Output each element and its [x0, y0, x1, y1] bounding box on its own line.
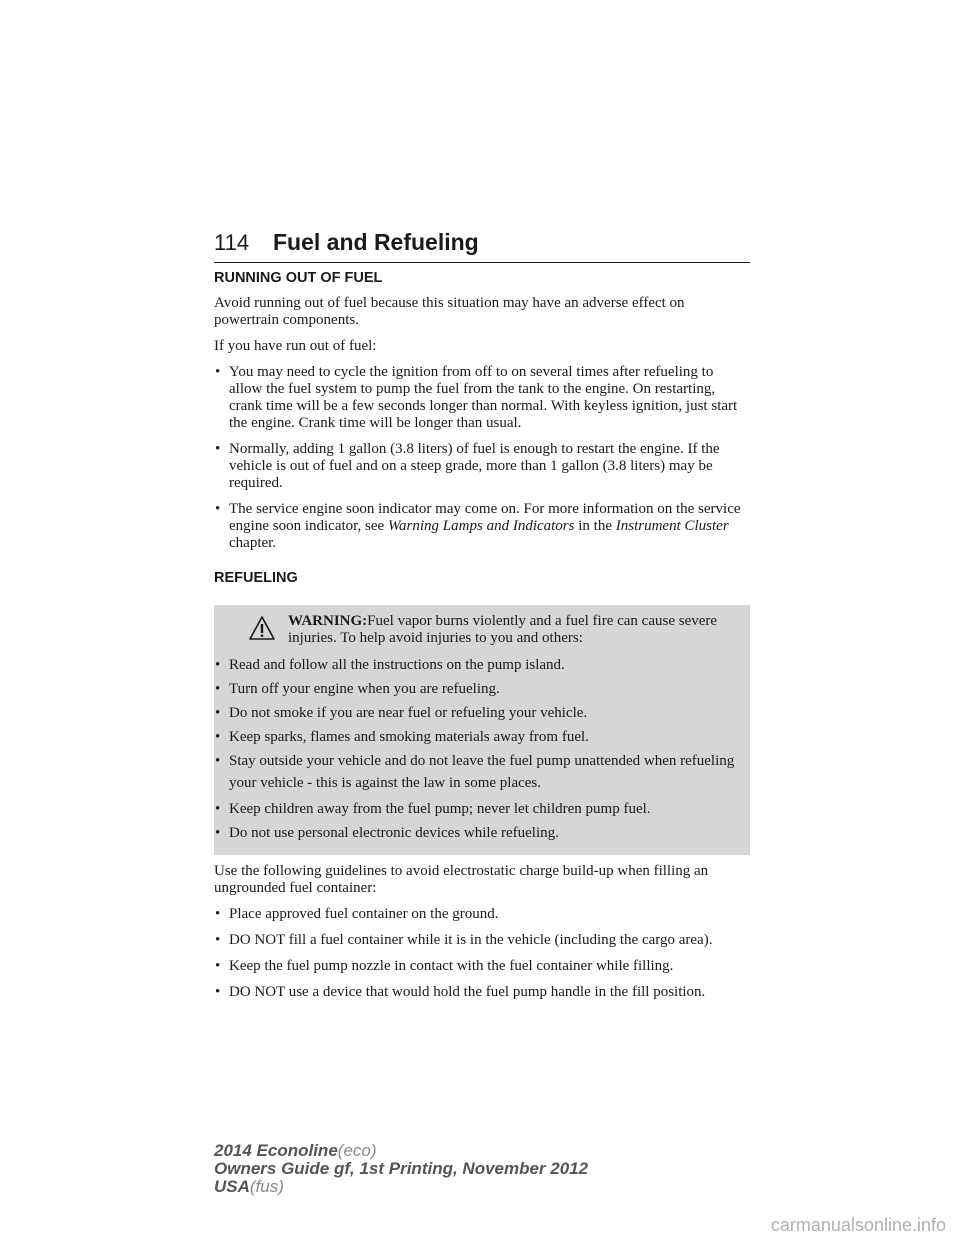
page-number: 114 — [214, 230, 250, 255]
bullet: • — [215, 705, 221, 721]
section-heading-refueling: REFUELING — [214, 570, 298, 586]
list-item-text: in the — [574, 518, 616, 534]
list-item-text: Place approved fuel container on the ground. — [229, 906, 499, 922]
list-item — [214, 364, 750, 432]
list-item-text: You may need to cycle the ignition from off to on several times after refueling to allow the fuel system to pump the fuel from the tank to the engine. On restarting, crank time will be a few seconds longer than normal. With keyless ignition, just start the engine. Crank time will be longer than usual. — [229, 364, 738, 431]
bullet: • — [215, 729, 221, 745]
warning-triangle-icon — [248, 615, 276, 641]
warning-box — [214, 605, 750, 855]
list-item — [214, 932, 750, 949]
list-item — [214, 750, 746, 794]
list-item-text: Read and follow all the instructions on the pump island. — [229, 657, 565, 673]
list-item — [214, 906, 750, 923]
list-item-text: Keep sparks, flames and smoking materials away from fuel. — [229, 729, 589, 745]
list-item — [214, 501, 750, 552]
list-item — [214, 657, 746, 674]
page-header — [214, 228, 750, 263]
list-item-text: DO NOT use a device that would hold the fuel pump handle in the fill position. — [229, 984, 706, 1000]
running-out-lead: If you have run out of fuel: — [214, 338, 377, 354]
list-item-text: Stay outside your vehicle and do not leave the fuel pump unattended when refueling your vehicle - this is against the law in some places. — [229, 753, 735, 791]
footer-model: 2014 Econoline — [214, 1141, 338, 1160]
bullet: • — [215, 906, 221, 922]
bullet: • — [215, 501, 221, 517]
bullet: • — [215, 753, 221, 769]
warning-text: Fuel vapor burns violently and a fuel fire can cause severe injuries. To help avoid injuries to you and others: — [288, 613, 718, 646]
guidelines-list — [214, 906, 750, 1001]
list-item-text: Do not use personal electronic devices while refueling. — [229, 825, 559, 841]
document-footer — [214, 1142, 588, 1196]
guidelines-intro: Use the following guidelines to avoid electrostatic charge build-up when filling an ungrounded fuel container: — [214, 863, 709, 896]
list-item-text: Keep children away from the fuel pump; never let children pump fuel. — [229, 801, 651, 817]
footer-market-code: (fus) — [249, 1177, 284, 1196]
page-content — [214, 266, 750, 1010]
bullet: • — [215, 681, 221, 697]
cross-reference: Instrument Cluster — [615, 518, 729, 534]
footer-market-line — [214, 1178, 588, 1196]
bullet: • — [215, 441, 221, 457]
warning-label: WARNING: — [288, 613, 368, 629]
list-item — [214, 729, 746, 746]
warning-list — [214, 657, 746, 842]
list-item — [214, 984, 750, 1001]
bullet: • — [215, 984, 221, 1000]
list-item — [214, 441, 750, 492]
list-item-text: Turn off your engine when you are refueling. — [229, 681, 500, 697]
list-item-text: chapter. — [229, 535, 277, 551]
bullet: • — [215, 801, 221, 817]
bullet: • — [215, 364, 221, 380]
list-item — [214, 958, 750, 975]
footer-model-code: (eco) — [337, 1141, 377, 1160]
bullet: • — [215, 932, 221, 948]
list-item — [214, 681, 746, 698]
chapter-title: Fuel and Refueling — [273, 229, 479, 255]
list-item — [214, 801, 746, 818]
list-item-text: Do not smoke if you are near fuel or refueling your vehicle. — [229, 705, 588, 721]
running-out-intro: Avoid running out of fuel because this situation may have an adverse effect on powertrain components. — [214, 295, 685, 328]
watermark: carmanualsonline.info — [770, 1215, 946, 1235]
cross-reference: Warning Lamps and Indicators — [387, 518, 575, 534]
list-item-text: DO NOT fill a fuel container while it is in the vehicle (including the cargo area). — [229, 932, 713, 948]
list-item — [214, 705, 746, 722]
footer-model-line — [214, 1142, 588, 1160]
list-item — [214, 825, 746, 842]
warning-lead — [214, 613, 746, 647]
running-out-list — [214, 364, 750, 552]
bullet: • — [215, 958, 221, 974]
list-item-text: The service engine soon indicator may come on. For more information on the service engine soon indicator, see — [229, 501, 741, 534]
list-item-text: Keep the fuel pump nozzle in contact with the fuel container while filling. — [229, 958, 674, 974]
bullet: • — [215, 825, 221, 841]
bullet: • — [215, 657, 221, 673]
footer-guide-line: Owners Guide gf, 1st Printing, November 2012 — [214, 1159, 589, 1178]
list-item-text: Normally, adding 1 gallon (3.8 liters) of fuel is enough to restart the engine. If the vehicle is out of fuel and on a steep grade, more than 1 gallon (3.8 liters) may be required. — [229, 441, 720, 491]
section-heading-running-out: RUNNING OUT OF FUEL — [214, 270, 383, 286]
footer-market: USA — [214, 1177, 250, 1196]
